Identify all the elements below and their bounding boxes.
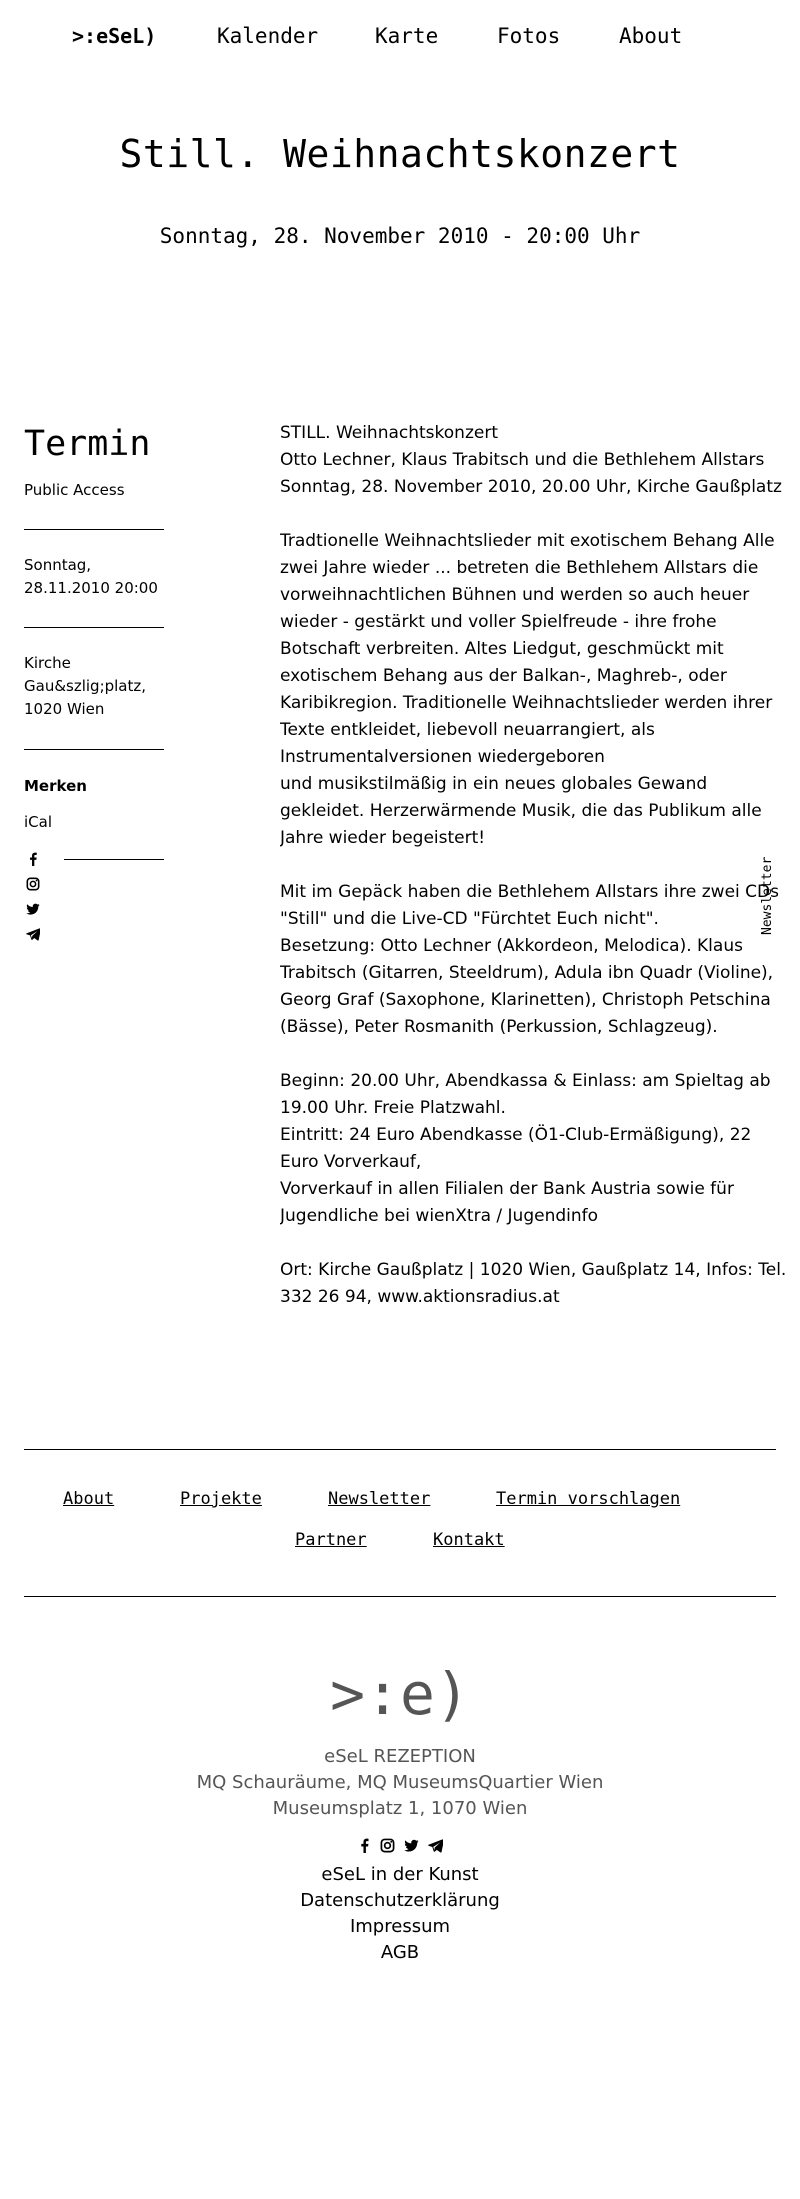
footer-address-line: eSeL REZEPTION bbox=[324, 1746, 476, 1767]
sidebar-location-line: 1020 Wien bbox=[24, 700, 105, 718]
telegram-icon[interactable] bbox=[26, 927, 40, 941]
footer-address-line: Museumsplatz 1, 1070 Wien bbox=[272, 1798, 528, 1819]
footer-link-partner[interactable]: Partner bbox=[295, 1530, 367, 1550]
facebook-icon[interactable] bbox=[26, 852, 40, 866]
top-navigation bbox=[0, 18, 800, 58]
telegram-icon[interactable] bbox=[428, 1838, 443, 1853]
sidebar-divider bbox=[24, 529, 164, 530]
footer-link-impressum[interactable]: Impressum bbox=[349, 1916, 451, 1937]
sidebar-divider bbox=[24, 749, 164, 750]
access-label: Public Access bbox=[24, 481, 125, 499]
description-line: Euro Vorverkauf, bbox=[280, 1152, 422, 1172]
description-line: Trabitsch (Gitarren, Steeldrum), Adula ibn Quadr (Violine), bbox=[280, 963, 774, 983]
description-line: 19.00 Uhr. Freie Platzwahl. bbox=[280, 1098, 506, 1118]
description-line: Karibikregion. Traditionelle Weihnachtslieder werden ihrer bbox=[280, 693, 773, 713]
footer-link-agb[interactable]: AGB bbox=[380, 1942, 420, 1963]
event-title: Still. Weihnachtskonzert bbox=[119, 132, 681, 176]
ical-link[interactable]: iCal bbox=[24, 813, 53, 831]
footer-link-projekte[interactable]: Projekte bbox=[180, 1489, 262, 1509]
footer-link-datenschutz[interactable]: Datenschutzerklärung bbox=[300, 1890, 500, 1911]
nav-fotos[interactable]: Fotos bbox=[497, 24, 561, 48]
description-line: (Bässe), Peter Rosmanith (Perkussion, Schlagzeug). bbox=[280, 1017, 718, 1037]
footer-link-kontakt[interactable]: Kontakt bbox=[433, 1530, 505, 1550]
description-line: Texte entkleidet, liebevoll neuarrangiert, als bbox=[280, 720, 655, 740]
description-line: Otto Lechner, Klaus Trabitsch und die Bethlehem Allstars bbox=[280, 450, 765, 470]
footer-link-newsletter[interactable]: Newsletter bbox=[328, 1489, 431, 1509]
description-line: Beginn: 20.00 Uhr, Abendkassa & Einlass: am Spieltag ab bbox=[280, 1071, 771, 1091]
description-line: Vorverkauf in allen Filialen der Bank Austria sowie für bbox=[280, 1179, 734, 1199]
footer-link-esel-in-der-kunst[interactable]: eSeL in der Kunst bbox=[321, 1864, 479, 1885]
sidebar-location-line: Kirche bbox=[24, 654, 71, 672]
description-line: Besetzung: Otto Lechner (Akkordeon, Melodica). Klaus bbox=[280, 936, 743, 956]
sidebar-date-weekday: Sonntag, bbox=[24, 556, 92, 574]
description-line: Sonntag, 28. November 2010, 20.00 Uhr, Kirche Gaußplatz bbox=[280, 477, 782, 497]
footer-social-icons bbox=[355, 1838, 445, 1854]
footer-link-about[interactable]: About bbox=[63, 1489, 115, 1509]
sidebar-divider bbox=[64, 859, 164, 860]
paragraph-gap bbox=[280, 1230, 800, 1257]
sidebar-location[interactable] bbox=[24, 652, 164, 721]
description-line: Eintritt: 24 Euro Abendkasse (Ö1-Club-Ermäßigung), 22 bbox=[280, 1125, 752, 1145]
description-line: Botschaft verbreiten. Altes Liedgut, geschmückt mit bbox=[280, 639, 724, 659]
site-logo[interactable]: >:eSeL) bbox=[72, 24, 157, 48]
description-line: Instrumentalversionen wiedergeboren bbox=[280, 747, 605, 767]
paragraph-gap bbox=[280, 852, 800, 879]
sidebar-date-value: 28.11.2010 20:00 bbox=[24, 579, 158, 597]
description-line: und musikstilmäßig in ein neues globales Gewand bbox=[280, 774, 708, 794]
description-line: Jugendliche bei wienXtra / Jugendinfo bbox=[280, 1206, 599, 1226]
description-line: Jahre wieder begeistert! bbox=[280, 828, 486, 848]
sidebar-datetime bbox=[24, 554, 164, 600]
instagram-icon[interactable] bbox=[26, 877, 40, 891]
footer-logo[interactable]: >:e) bbox=[330, 1660, 470, 1728]
description-line: Georg Graf (Saxophone, Klarinetten), Christoph Petschina bbox=[280, 990, 771, 1010]
description-line: Mit im Gepäck haben die Bethlehem Allstars ihre zwei CDs bbox=[280, 882, 779, 902]
footer-link-termin-vorschlagen[interactable]: Termin vorschlagen bbox=[496, 1489, 681, 1509]
description-line: Tradtionelle Weihnachtslieder mit exotischem Behang Alle bbox=[280, 531, 775, 551]
description-line: gekleidet. Herzerwärmende Musik, die das Publikum alle bbox=[280, 801, 762, 821]
newsletter-tab-label[interactable]: Newsletter bbox=[760, 856, 775, 935]
description-line: vorweihnachtlichen Bühnen und werden so auch heuer bbox=[280, 585, 750, 605]
paragraph-gap bbox=[280, 1041, 800, 1068]
merken-label: Merken bbox=[24, 777, 87, 795]
sidebar-location-line: Gau&szlig;platz, bbox=[24, 677, 147, 695]
nav-karte[interactable]: Karte bbox=[375, 24, 439, 48]
description-line: zwei Jahre wieder ... betreten die Bethlehem Allstars die bbox=[280, 558, 759, 578]
newsletter-tab[interactable] bbox=[760, 856, 780, 1025]
footer-address-line: MQ Schauräume, MQ MuseumsQuartier Wien bbox=[196, 1772, 604, 1793]
nav-about[interactable]: About bbox=[619, 24, 683, 48]
description-line: exotischem Behang aus der Balkan-, Maghreb-, oder bbox=[280, 666, 727, 686]
nav-kalender[interactable]: Kalender bbox=[217, 24, 319, 48]
footer-divider bbox=[24, 1449, 776, 1450]
paragraph-gap bbox=[280, 501, 800, 528]
twitter-icon[interactable] bbox=[404, 1838, 419, 1853]
facebook-icon[interactable] bbox=[357, 1838, 372, 1853]
description-line: 332 26 94, www.aktionsradius.at bbox=[280, 1287, 560, 1307]
description-line: Ort: Kirche Gaußplatz | 1020 Wien, Gaußplatz 14, Infos: Tel. bbox=[280, 1260, 787, 1280]
twitter-icon[interactable] bbox=[26, 902, 40, 916]
description-line: wieder - gestärkt und voller Spielfreude - ihre frohe bbox=[280, 612, 717, 632]
footer-divider bbox=[24, 1596, 776, 1597]
event-date: Sonntag, 28. November 2010 - 20:00 Uhr bbox=[159, 224, 641, 248]
event-sidebar bbox=[24, 420, 164, 831]
description-line: STILL. Weihnachtskonzert bbox=[280, 423, 498, 443]
sidebar-divider bbox=[24, 627, 164, 628]
instagram-icon[interactable] bbox=[380, 1838, 395, 1853]
event-description bbox=[280, 420, 800, 1311]
sidebar-title: Termin bbox=[24, 424, 151, 464]
description-line: "Still" und die Live-CD "Fürchtet Euch nicht". bbox=[280, 909, 659, 929]
